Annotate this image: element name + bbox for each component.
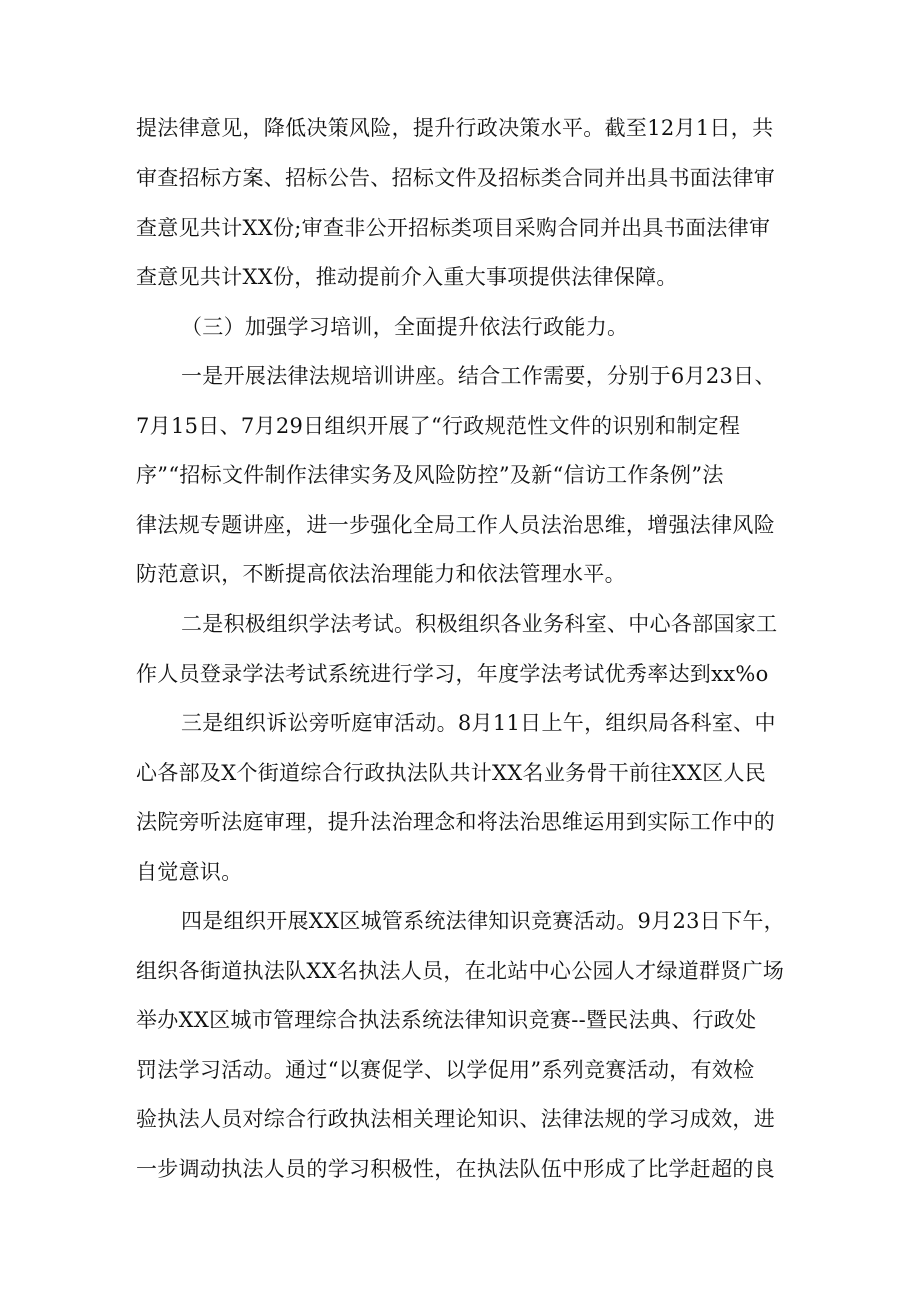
paragraph-line: 心各部及X个街道综合行政执法队共计XX名业务骨干前往XX区人民: [136, 761, 767, 785]
paragraph-line: 防范意识，不断提高依法治理能力和依法管理水平。: [136, 562, 626, 586]
section-heading: （三）加强学习培训，全面提升依法行政能力。: [181, 315, 629, 339]
paragraph-line: 三是组织诉讼旁听庭审活动。8月11日上午，组织局各科室、中: [181, 711, 776, 735]
paragraph-line: 四是组织开展XX区城管系统法律知识竞赛活动。9月23日下午，: [181, 909, 785, 933]
paragraph-line: 提法律意见，降低决策风险，提升行政决策水平。截至12月1日，共: [136, 116, 774, 140]
paragraph-line: 作人员登录学法考试系统进行学习，年度学法考试优秀率达到xx%o: [136, 662, 769, 686]
paragraph-line: 验执法人员对综合行政执法相关理论知识、法律法规的学习成效，进: [136, 1107, 775, 1131]
paragraph-line: 序”“招标文件制作法律实务及风险防控”及新“信访工作条例”法: [136, 463, 724, 487]
paragraph-line: 查意见共计XX份;审查非公开招标类项目采购合同并出具书面法律审: [136, 216, 771, 240]
paragraph-line: 法院旁听法庭审理，提升法治理念和将法治思维运用到实际工作中的: [136, 810, 775, 834]
paragraph-line: 一步调动执法人员的学习积极性，在执法队伍中形成了比学赶超的良: [136, 1157, 775, 1181]
paragraph-line: 举办XX区城市管理综合执法系统法律知识竞赛--暨民法典、行政处: [136, 1008, 757, 1032]
paragraph-line: 一是开展法律法规培训讲座。结合工作需要，分别于6月23日、: [181, 364, 776, 388]
paragraph-line: 7月15日、7月29日组织开展了“行政规范性文件的识别和制定程: [136, 414, 741, 438]
paragraph-line: 组织各街道执法队XX名执法人员，在北站中心公园人才绿道群贤广场: [136, 959, 785, 983]
paragraph-line: 审查招标方案、招标公告、招标文件及招标类合同并出具书面法律审: [136, 166, 775, 190]
paragraph-line: 罚法学习活动。通过“以赛促学、以学促用”系列竞赛活动，有效检: [136, 1058, 755, 1082]
paragraph-line: 查意见共计XX份，推动提前介入重大事项提供法律保障。: [136, 265, 678, 289]
paragraph-line: 律法规专题讲座，进一步强化全局工作人员法治思维，增强法律风险: [136, 513, 775, 537]
paragraph-line: 自觉意识。: [136, 860, 243, 884]
paragraph-line: 二是积极组织学法考试。积极组织各业务科室、中心各部国家工: [181, 612, 778, 636]
